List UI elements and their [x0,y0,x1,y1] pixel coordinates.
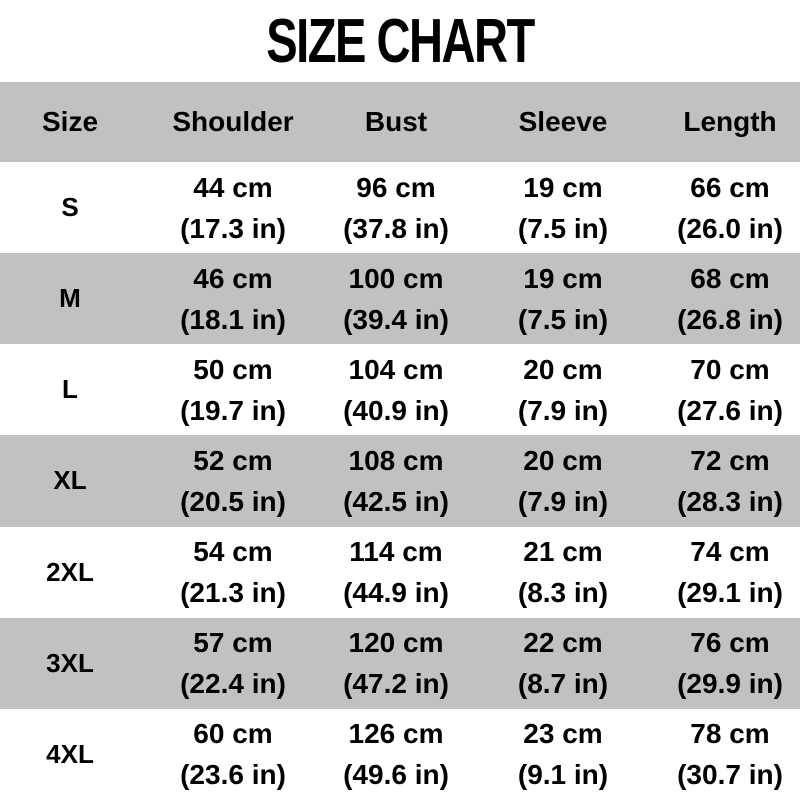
bust-cm: 104 cm [348,353,444,385]
shoulder-cell [140,167,326,249]
size-label: S [61,192,79,223]
length-cell [660,622,800,704]
page-title-bar [0,0,800,82]
shoulder-cm: 46 cm [193,262,273,294]
table-row [0,344,800,435]
sleeve-in: (7.9 in) [517,394,609,426]
length-cell [660,258,800,340]
length-in: (29.1 in) [677,577,783,609]
shoulder-in: (18.1 in) [180,303,286,335]
length-cell [660,167,800,249]
length-cm: 78 cm [690,718,770,750]
sleeve-cm: 20 cm [523,353,603,385]
length-in: (26.8 in) [677,303,783,335]
bust-cell [326,622,466,704]
length-in: (29.9 in) [677,668,783,700]
length-cm: 76 cm [690,627,770,659]
page-title: SIZE CHART [266,6,534,76]
column-header-shoulder: Shoulder [172,106,294,137]
shoulder-in: (21.3 in) [180,577,286,609]
length-cm: 66 cm [690,171,770,203]
length-cm: 74 cm [690,536,770,568]
shoulder-cm: 50 cm [193,353,273,385]
bust-in: (39.4 in) [343,303,449,335]
sleeve-cell [466,440,660,522]
shoulder-cm: 44 cm [193,171,273,203]
sleeve-cm: 22 cm [523,627,603,659]
sleeve-cell [466,622,660,704]
shoulder-in: (19.7 in) [180,394,286,426]
table-row [0,709,800,800]
sleeve-cm: 21 cm [523,536,603,568]
sleeve-cell [466,713,660,795]
shoulder-cm: 60 cm [193,718,273,750]
size-label: M [59,283,81,314]
sleeve-cell [466,349,660,431]
bust-cell [326,258,466,340]
sleeve-cell [466,531,660,613]
length-cm: 70 cm [690,353,770,385]
sleeve-cm: 20 cm [523,444,603,476]
table-row [0,435,800,526]
length-cell [660,440,800,522]
size-label: XL [53,465,87,496]
sleeve-in: (7.9 in) [517,485,609,517]
shoulder-cell [140,531,326,613]
shoulder-cm: 52 cm [193,444,273,476]
shoulder-cell [140,713,326,795]
shoulder-cell [140,622,326,704]
bust-in: (44.9 in) [343,577,449,609]
length-in: (27.6 in) [677,394,783,426]
table-row [0,162,800,253]
length-in: (26.0 in) [677,212,783,244]
bust-cell [326,349,466,431]
size-label: 3XL [46,647,94,678]
length-cell [660,713,800,795]
shoulder-cm: 54 cm [193,536,273,568]
sleeve-in: (8.3 in) [517,577,609,609]
shoulder-cell [140,349,326,431]
table-row [0,618,800,709]
sleeve-in: (8.7 in) [517,668,609,700]
shoulder-cell [140,440,326,522]
bust-in: (47.2 in) [343,668,449,700]
column-header-length: Length [683,106,777,137]
bust-cm: 100 cm [348,262,444,294]
shoulder-in: (22.4 in) [180,668,286,700]
column-header-bust: Bust [364,106,428,137]
shoulder-cm: 57 cm [193,627,273,659]
sleeve-in: (7.5 in) [517,212,609,244]
size-label: 4XL [46,738,94,769]
length-in: (30.7 in) [677,759,783,791]
length-cell [660,349,800,431]
column-header-sleeve: Sleeve [518,106,608,137]
size-label: 2XL [46,556,94,587]
shoulder-in: (20.5 in) [180,485,286,517]
bust-cell [326,167,466,249]
bust-in: (40.9 in) [343,394,449,426]
table-header-row [0,82,800,162]
bust-in: (37.8 in) [343,212,449,244]
sleeve-cell [466,258,660,340]
shoulder-in: (23.6 in) [180,759,286,791]
sleeve-in: (9.1 in) [517,759,609,791]
bust-cm: 96 cm [356,171,436,203]
table-row [0,253,800,344]
bust-cm: 108 cm [348,444,444,476]
length-cm: 72 cm [690,444,770,476]
shoulder-in: (17.3 in) [180,212,286,244]
column-header-size: Size [41,106,99,137]
sleeve-cm: 19 cm [523,171,603,203]
sleeve-cm: 19 cm [523,262,603,294]
length-in: (28.3 in) [677,485,783,517]
shoulder-cell [140,258,326,340]
bust-cm: 114 cm [349,536,443,568]
sleeve-cell [466,167,660,249]
bust-cell [326,531,466,613]
table-row [0,527,800,618]
size-label: L [62,374,78,405]
sleeve-cm: 23 cm [523,718,603,750]
bust-cm: 120 cm [348,627,444,659]
sleeve-in: (7.5 in) [517,303,609,335]
length-cell [660,531,800,613]
bust-in: (42.5 in) [343,485,449,517]
length-cm: 68 cm [690,262,770,294]
bust-cell [326,713,466,795]
bust-in: (49.6 in) [343,759,449,791]
bust-cell [326,440,466,522]
bust-cm: 126 cm [348,718,444,750]
